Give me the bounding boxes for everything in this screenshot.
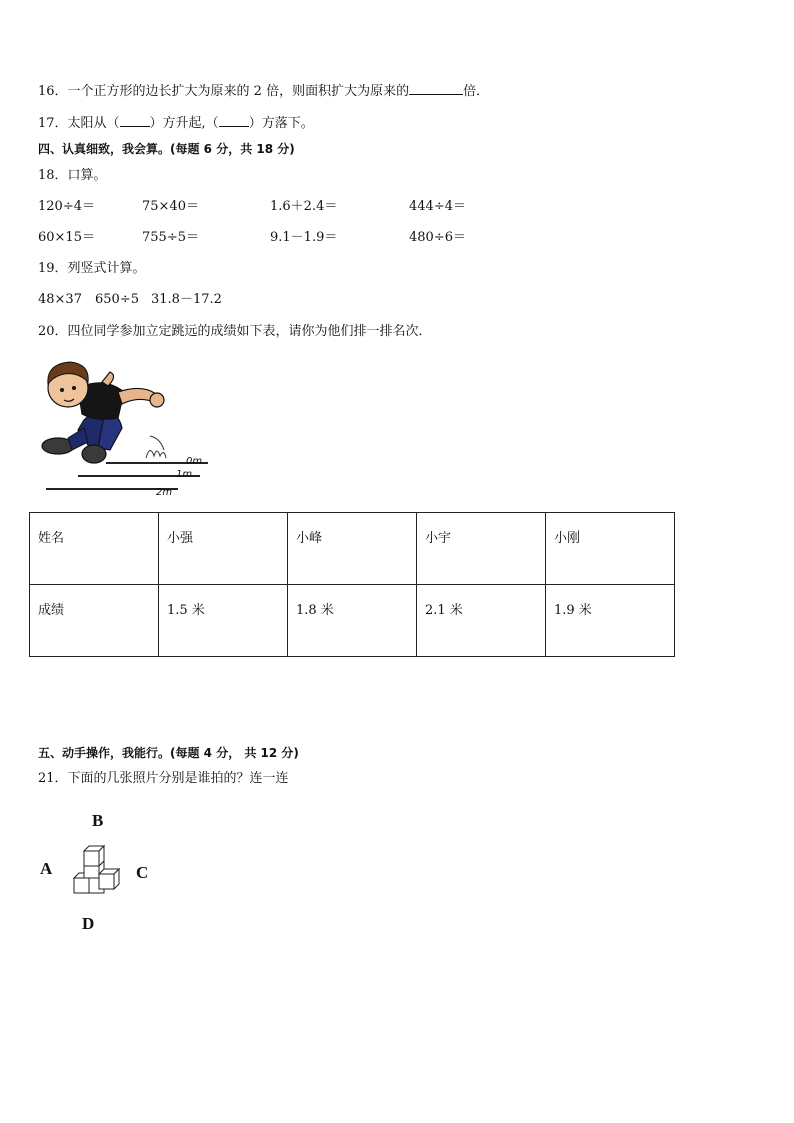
option-b-label: B (92, 811, 104, 830)
calc-item: 9.1－1.9＝ (270, 230, 338, 245)
q16-prefix: 16．一个正方形的边长扩大为原来的 2 倍，则面积扩大为原来的 (38, 84, 410, 99)
q16-blank[interactable] (409, 94, 463, 95)
question-17 (38, 116, 314, 132)
mark-1m: 1m (176, 469, 193, 480)
calc-item: 75×40＝ (142, 199, 199, 214)
calc-item: 1.6＋2.4＝ (270, 199, 338, 214)
question-18-label: 18．口算。 (38, 168, 107, 183)
scores-table (29, 512, 675, 657)
question-16 (38, 84, 489, 100)
q17-blank-1[interactable] (120, 126, 150, 127)
table-cell: 小强 (159, 513, 288, 585)
table-cell: 小峰 (288, 513, 417, 585)
table-cell: 成绩 (30, 585, 159, 657)
calc-item: 480÷6＝ (409, 230, 466, 245)
calc-item: 444÷4＝ (409, 199, 466, 214)
q16-suffix: 倍． (463, 84, 490, 99)
table-cell: 1.8 米 (288, 585, 417, 657)
option-d-label: D (82, 914, 95, 933)
table-cell: 小宇 (417, 513, 546, 585)
jumping-boy-illustration (38, 358, 218, 504)
vertical-calc-item: 48×37 (38, 292, 82, 307)
vertical-calc-item: 650÷5 (95, 292, 139, 307)
table-cell: 小刚 (546, 513, 675, 585)
q17-part3: ）方落下。 (248, 116, 314, 131)
mark-2m: 2m (156, 487, 173, 498)
calc-item: 120÷4＝ (38, 199, 95, 214)
q17-part2: ）方升起,（ (149, 116, 219, 131)
table-cell: 1.9 米 (546, 585, 675, 657)
option-c-label: C (136, 863, 149, 882)
table-cell: 姓名 (30, 513, 159, 585)
table-cell: 1.5 米 (159, 585, 288, 657)
calc-item: 60×15＝ (38, 230, 95, 245)
question-20-label: 20．四位同学参加立定跳远的成绩如下表，请你为他们排一排名次． (38, 324, 432, 339)
q17-part1: 17．太阳从（ (38, 116, 120, 131)
section-4-title: 四、认真细致，我会算。(每题 6 分，共 18 分) (38, 142, 295, 156)
table-row (30, 585, 675, 657)
q17-blank-2[interactable] (219, 126, 249, 127)
table-row (30, 513, 675, 585)
calc-item: 755÷5＝ (142, 230, 199, 245)
question-19-label: 19．列竖式计算。 (38, 261, 146, 276)
vertical-calc-item: 31.8－17.2 (151, 292, 222, 307)
option-a-label: A (40, 859, 53, 878)
cube-stack-illustration (70, 844, 122, 900)
section-5-title: 五、动手操作，我能行。(每题 4 分， 共 12 分) (38, 746, 299, 760)
table-cell: 2.1 米 (417, 585, 546, 657)
mark-0m: 0m (186, 456, 203, 467)
question-21-label: 21．下面的几张照片分别是谁拍的？连一连 (38, 771, 289, 786)
